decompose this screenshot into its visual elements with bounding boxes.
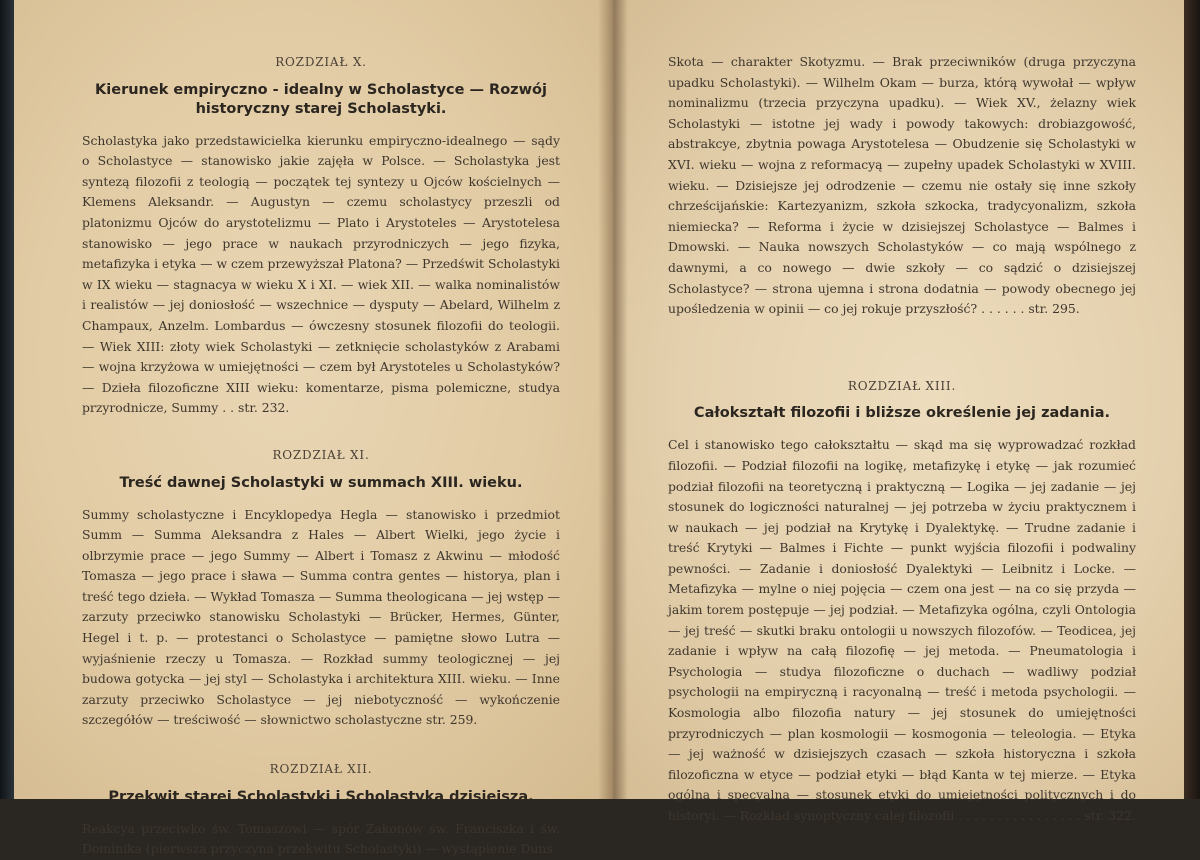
- left-page: [14, 0, 616, 857]
- chapter-summary-continued: Skota — charakter Skotyzmu. — Brak przeciwników (druga przyczyna upadku Scholastyki). — Wilhelm Okam — burza, którą wywołał — wpływ nominalizmu (trzecia przyczyna upadku). — Wiek XV., żelazny wiek Scholastyki — istotne jej wady i powody takowych: drobiazgowość, abstrakcye, zbytnia powaga Arystotelesa — Obudzenie się Scholastyki w XVI. wieku — wojna z reformacyą — zupełny upadek Scholastyki w XVIII. wieku. — Dzisiejsze jej odrodzenie — czemu nie ostały się inne szkoły chrześcijańskie: Kartezyanizm, szkoła szkocka, tradycyonalizm, szkoła niemiecka? — Reforma i życie w dzisiejszej Scholastyce — Balmes i Dmowski. — Nauka nowszych Scholastyków — co mają wspólnego z dawnymi, a co nowego — dwie szkoły — co sądzić o dzisiejszej Scholastyce? — strona ujemna i strona dodatnia — powody obecnego jej upośledzenia w opinii — co jej rokuje przyszłość? . . . . . . str. 295.: [668, 54, 1136, 317]
- chapter-summary: Summy scholastyczne i Encyklopedya Hegla — stanowisko i przedmiot Summ — Summa Aleksandra z Hales — Albert Wielki, jego życie i olbrzymie prace — jego Summy — Albert i Tomasz z Akwinu — młodość Tomasza — jego prace i sława — Summa contra gentes — historya, plan i treść tego dzieła. — Wykład Tomasza — Summa theologicana — jej wstęp — zarzuty przeciwko stanowisku Scholastyki — Brücker, Hermes, Günter, Hegel i t. p. — protestanci o Scholastyce — pamiętne słowo Lutra — wyjaśnienie rzeczy u Tomasza. — Rozkład summy teologicznej — jej budowa gotycka — jej styl — Scholastyka i architektura XIII. wieku. — Inne zarzuty przeciwko Scholastyce — jej niebotyczność — wykończenie szczegółów — treściwość — słownictwo scholastyczne str. 259.: [82, 506, 560, 728]
- book-gutter: [598, 0, 628, 799]
- chapter-label: ROZDZIAŁ XII.: [269, 762, 373, 777]
- chapter-label: ROZDZIAŁ X.: [275, 55, 367, 69]
- right-page: [610, 0, 1188, 823]
- chapter-label: ROZDZIAŁ XI.: [272, 447, 370, 462]
- chapter-title: Treść dawnej Scholastyki w summach XIII. wieku.: [119, 474, 523, 491]
- chapter-summary: Scholastyka jako przedstawicielka kierunku empiryczno-idealnego — sądy o Scholastyce — stanowisko jakie zajęła w Polsce. — Scholastyka jest syntezą filozofii z teologią — początek tej syntezy u Ojców kościelnych — Klemens Aleksandr. — Augustyn — czemu scholastycy przeszli od platonizmu Ojców do arystotelizmu — Plato i Arystoteles — Arystotelesa stanowisko — jego prace w naukach przyrodniczych — jego fizyka, metafizyka i etyka — w czem przewyższał Platona? — Przedświt Scholastyki w IX wieku — stagnacya w wieku X i XI. — wiek XII. — walka nominalistów i realistów — jej doniosłość — wszechnice — dysputy — Abelard, Wilhelm z Champaux, Anzelm. Lombardus — ówczesny stosunek filozofii do teologii. — Wiek XIII: złoty wiek Scholastyki — zetknięcie scholastyków z Arabami — wojna krzyżowa w umiejętności — czem był Arystoteles u Scholastyków? — Dzieła filozoficzne XIII wieku: komentarze, pisma polemiczne, studya przyrodnicze, Summy . . str. 232.: [82, 132, 560, 416]
- chapter-title: Kierunek empiryczno - idealny w Scholastyce — Rozwój historyczny starej Scholastyki.: [95, 81, 547, 117]
- right-page-column: [668, 52, 1136, 827]
- chapter-title: Przekwit starej Scholastyki i Scholastyka dzisiejsza.: [108, 788, 534, 805]
- chapter-summary: Cel i stanowisko tego całokształtu — skąd ma się wyprowadzać rozkład filozofii. — Podział filozofii na logikę, metafizykę i etykę — jak rozumieć podział filozofii na teoretyczną i praktyczną — Logika — jej zadanie — jej stosunek do logiczności naturalnej — jej potrzeba w życiu praktycznem i w naukach — jej podział na Krytykę i Dyalektykę. — Trudne zadanie i treść Krytyki — Balmes i Fichte — punkt wyjścia filozofii i podwaliny pewności. — Zadanie i doniosłość Dyalektyki — Leibnitz i Locke. — Metafizyka — mylne o niej pojęcia — czem ona jest — na co się przyda — jakim torem postępuje — jej podział. — Metafizyka ogólna, czyli Ontologia — jej treść — skutki braku ontologii u nowszych filozofów. — Teodicea, jej zadanie i wpływ na całą filozofię — jej metoda. — Pneumatologia i Psychologia — studya filozoficzne o duchach — wadliwy podział psychologii na empiryczną i racyonalną — treść i metoda psychologii. — Kosmologia albo filozofia natury — jej stosunek do umiejętności przyrodniczych — plan kosmologii — kosmogonia — teleologia. — Etyka — jej ważność w dzisiejszych czasach — szkoła historyczna i szkoła filozoficzna w etyce — podział etyki — błąd Kanta w tej mierze. — Etyka ogólna i specyalna — stosunek etyki do umiejętności politycznych i do historyi. — Rozkład synoptyczny całej filozofii . . . . . . . . . . . . . . . . str. 322.: [668, 437, 1136, 823]
- chapter-summary: Reakcya przeciwko św. Tomaszowi — spór Zakonów św. Franciszka i św. Dominika (pierwsza przyczyna przekwitu Scholastyki) — wystąpienie Duns: [82, 820, 560, 857]
- chapter-title: Całokształt filozofii i bliższe określenie jej zadania.: [693, 405, 1111, 422]
- chapter-label: ROZDZIAŁ XIII.: [847, 378, 957, 393]
- book-cover-right-edge: [1184, 0, 1200, 799]
- left-page-column: [82, 52, 560, 860]
